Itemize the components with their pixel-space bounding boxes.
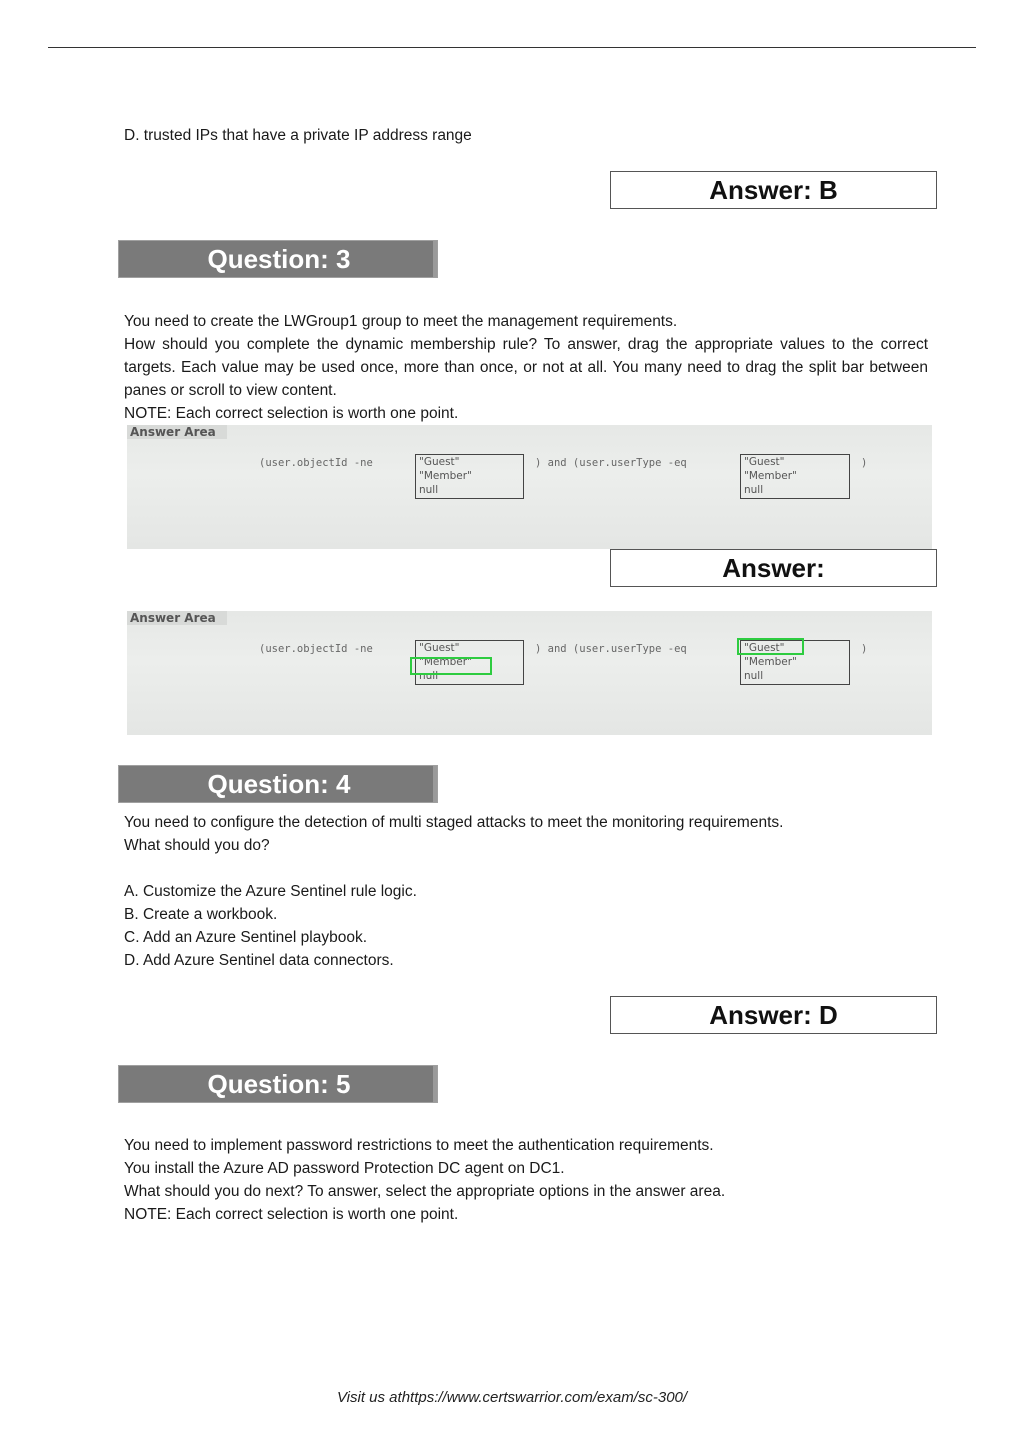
answer-d-label: Answer: D — [709, 999, 838, 1030]
option-d: D. Add Azure Sentinel data connectors. — [124, 952, 394, 969]
question-3-answer-box — [610, 549, 937, 587]
value-null: null — [419, 484, 439, 496]
question-4-banner — [118, 765, 438, 803]
question-3-answer-label: Answer: — [722, 552, 825, 583]
selected-guest-highlight — [737, 638, 804, 655]
value-guest: "Guest" — [744, 456, 785, 468]
value-box-1[interactable] — [415, 454, 524, 499]
value-null: null — [744, 670, 764, 682]
value-null: null — [744, 484, 764, 496]
value-member: "Member" — [419, 656, 472, 668]
answer-b-label: Answer: B — [709, 174, 838, 205]
question-4-body — [124, 811, 783, 857]
question-5-line-3: What should you do next? To answer, select the appropriate options in the answer area. — [124, 1183, 726, 1200]
answer-area-title: Answer Area — [130, 425, 216, 439]
answer-area-image-solution — [127, 611, 932, 735]
value-guest: "Guest" — [419, 642, 460, 654]
header-rule — [48, 47, 976, 48]
question-3-title: Question: 3 — [207, 244, 351, 274]
question-3-body — [124, 310, 928, 425]
question-4-options — [124, 880, 417, 972]
value-member: "Member" — [744, 656, 797, 668]
answer-area-image-question — [127, 425, 932, 549]
code-object-id: (user.objectId -ne — [259, 457, 373, 469]
question-4-line-1: You need to configure the detection of multi staged attacks to meet the monitoring requirements. — [124, 814, 784, 831]
answer-d-box — [610, 996, 937, 1034]
question-3-banner — [118, 240, 438, 278]
code-close-paren: ) — [861, 643, 868, 655]
value-member: "Member" — [419, 470, 472, 482]
question-4-title: Question: 4 — [207, 769, 351, 799]
question-3-line-3: NOTE: Each correct selection is worth one point. — [124, 405, 459, 422]
answer-area-title: Answer Area — [130, 611, 216, 625]
question-5-banner — [118, 1065, 438, 1103]
code-user-type: ) and (user.userType -eq — [535, 643, 687, 655]
question-3-line-2: How should you complete the dynamic membership rule? To answer, drag the appropriate values to the correct targets. Each value may be used once, more than once, or not at all. You many need to drag the split bar between panes or scroll to view content. — [124, 336, 928, 399]
question-5-line-1: You need to implement password restrictions to meet the authentication requirements. — [124, 1137, 714, 1154]
question-4-line-2: What should you do? — [124, 837, 270, 854]
selected-member-highlight — [410, 657, 492, 675]
code-close-paren: ) — [861, 457, 868, 469]
value-null: null — [419, 670, 439, 682]
question-5-title: Question: 5 — [207, 1069, 351, 1099]
footer-link[interactable]: Visit us athttps://www.certswarrior.com/exam/sc-300/ — [336, 1389, 688, 1406]
question-5-line-4: NOTE: Each correct selection is worth one point. — [124, 1206, 459, 1223]
option-a: A. Customize the Azure Sentinel rule logic. — [124, 883, 417, 900]
code-object-id: (user.objectId -ne — [259, 643, 373, 655]
question-3-line-1: You need to create the LWGroup1 group to meet the management requirements. — [124, 313, 678, 330]
code-user-type: ) and (user.userType -eq — [535, 457, 687, 469]
value-guest: "Guest" — [744, 642, 785, 654]
option-b: B. Create a workbook. — [124, 906, 278, 923]
value-member: "Member" — [744, 470, 797, 482]
question-5-body — [124, 1134, 725, 1226]
option-c: C. Add an Azure Sentinel playbook. — [124, 929, 367, 946]
option-d-text: D. trusted IPs that have a private IP address range — [124, 127, 472, 144]
value-guest: "Guest" — [419, 456, 460, 468]
answer-b-box — [610, 171, 937, 209]
question-5-line-2: You install the Azure AD password Protection DC agent on DC1. — [124, 1160, 565, 1177]
value-box-2[interactable] — [740, 454, 850, 499]
